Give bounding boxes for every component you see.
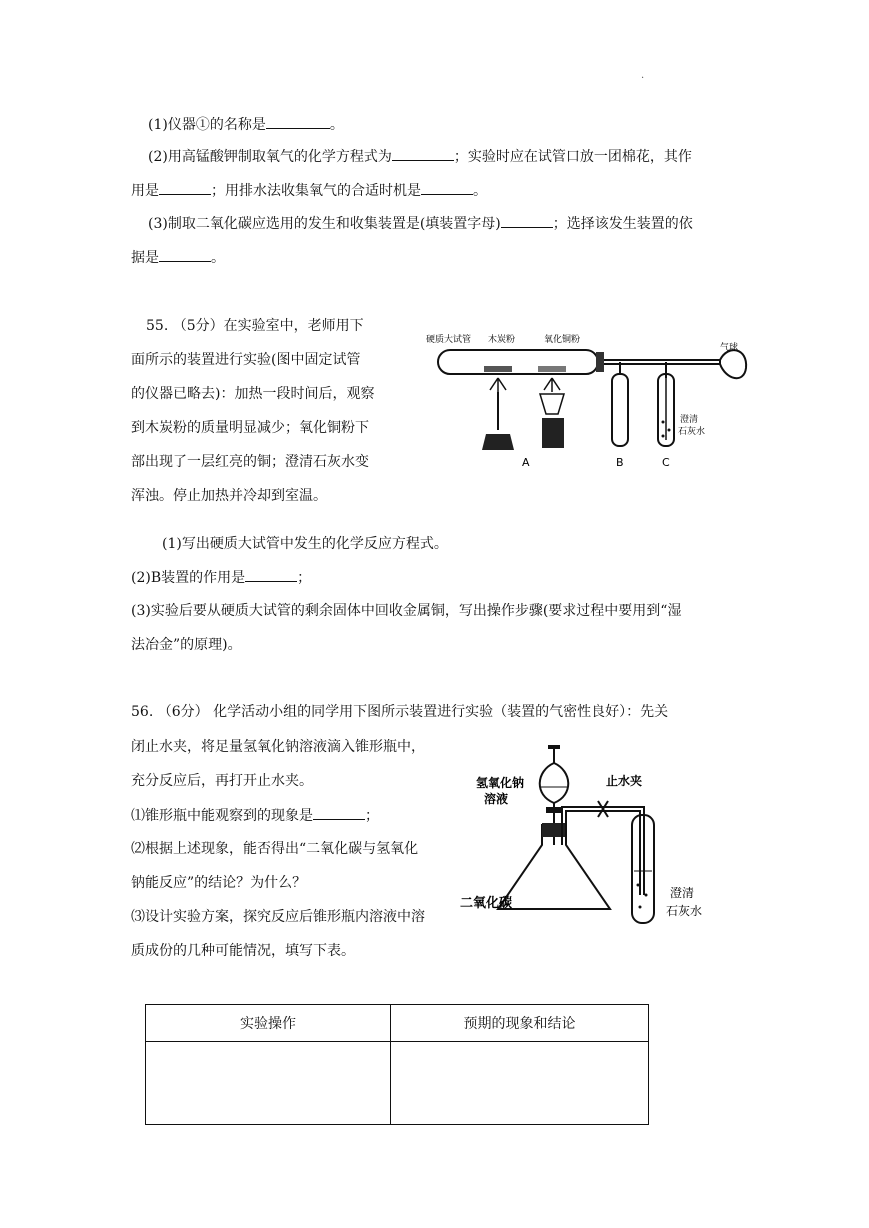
answer-blank[interactable] (501, 213, 553, 228)
q55-line4: 到木炭粉的质量明显减少；氧化铜粉下 (131, 420, 369, 436)
wire-gauze-cover (540, 394, 564, 414)
label-a: A (522, 456, 530, 469)
q56-sub3-line1: ⑶设计实验方案，探究反应后锥形瓶内溶液中溶 (131, 909, 425, 925)
q54-part2-line2: 用是 ；用排水法收集氧气的合适时机是 。 (131, 180, 487, 201)
answer-blank[interactable] (392, 146, 454, 161)
label-limewater: 石灰水 (666, 904, 703, 918)
tube-b (612, 374, 628, 446)
q55-line5: 部出现了一层红亮的铜；澄清石灰水变 (131, 454, 369, 470)
alcohol-lamp-icon (482, 434, 514, 450)
header-operation: 实验操作 (146, 1005, 391, 1042)
answer-cell-operation[interactable] (146, 1042, 391, 1125)
experiment-table (145, 1004, 649, 1125)
label-clamp: 止水夹 (606, 774, 643, 788)
rubber-stopper (596, 352, 604, 372)
flame-icon (544, 378, 560, 392)
q56-sub2-line2: 钠能反应”的结论？为什么？ (131, 875, 307, 891)
label-limewater: 澄清 (670, 886, 695, 900)
q55-sub3-line1: (3)实验后要从硬质大试管的剩余固体中回收金属铜，写出操作步骤(要求过程中要用到“湿 (131, 603, 682, 619)
q54-part3-line2: 据是 。 (131, 247, 225, 268)
label-charcoal: 木炭粉 (488, 335, 516, 345)
label-naoh: 溶液 (484, 792, 509, 806)
q56-sub2-line1: ⑵根据上述现象，能否得出“二氧化碳与氢氧化 (131, 841, 419, 857)
label-co2: 二氧化碳 (460, 896, 513, 911)
q55-sub1: (1)写出硬质大试管中发生的化学反应方程式。 (162, 536, 448, 552)
separatory-funnel (540, 763, 569, 803)
charcoal-powder (484, 366, 512, 372)
answer-blank[interactable] (159, 180, 211, 195)
label-limewater: 澄清 (680, 415, 699, 425)
naoh-co2-apparatus (458, 745, 730, 930)
q56-sub1: ⑴锥形瓶中能观察到的现象是 ； (131, 805, 379, 826)
hard-glass-tube (438, 350, 598, 374)
q56-line2: 闭止水夹，将足量氢氧化钠溶液滴入锥形瓶中， (131, 739, 425, 755)
q55-line1: 55. （5分）在实验室中，老师用下 (146, 318, 364, 334)
q55-line3: 的仪器已略去)：加热一段时间后，观察 (131, 386, 375, 402)
label-b: B (616, 456, 624, 469)
answer-blank[interactable] (245, 567, 297, 582)
answer-blank[interactable] (313, 805, 365, 820)
answer-blank[interactable] (159, 247, 211, 262)
q54-part2-line1: (2)用高锰酸钾制取氧气的化学方程式为 ；实验时应在试管口放一团棉花，其作 (148, 146, 692, 167)
q55-sub2: (2)B装置的作用是 ； (131, 567, 311, 588)
cuo-powder (538, 366, 566, 372)
label-naoh: 氢氧化钠 (476, 776, 525, 790)
q56-line1: 56. （6分） 化学活动小组的同学用下图所示装置进行实验（装置的气密性良好）：先关 (131, 704, 669, 720)
label-c: C (662, 456, 670, 469)
alcohol-lamp-icon (542, 418, 564, 448)
top-mark: . (641, 70, 645, 81)
label-cuo: 氧化铜粉 (544, 335, 581, 345)
q54-part1: (1)仪器①的名称是 。 (148, 114, 344, 135)
answer-blank[interactable] (421, 180, 473, 195)
label-hard-tube: 硬质大试管 (426, 335, 472, 345)
q55-line6: 浑浊。停止加热并冷却到室温。 (131, 488, 327, 504)
header-phenomenon: 预期的现象和结论 (391, 1005, 649, 1042)
answer-cell-phenomenon[interactable] (391, 1042, 649, 1125)
label-balloon: 气球 (720, 343, 739, 353)
q55-sub3-line2: 法冶金”的原理)。 (131, 637, 242, 653)
q56-sub3-line2: 质成份的几种可能情况，填写下表。 (131, 943, 355, 959)
answer-blank[interactable] (266, 114, 330, 129)
balloon-icon (720, 350, 746, 378)
charcoal-reduction-apparatus (420, 322, 750, 470)
q55-line2: 面所示的装置进行实验(图中固定试管 (131, 352, 361, 368)
water-clamp-icon[interactable] (598, 801, 608, 817)
stopcock-icon (546, 807, 562, 813)
q56-line3: 充分反应后，再打开止水夹。 (131, 773, 313, 789)
q54-part3-line1: (3)制取二氧化碳应选用的发生和收集装置是(填装置字母) ；选择该发生装置的依 (148, 213, 693, 234)
table-row (146, 1042, 649, 1125)
flame-icon (490, 378, 506, 392)
table-header-row (146, 1005, 649, 1042)
label-limewater: 石灰水 (678, 427, 706, 437)
